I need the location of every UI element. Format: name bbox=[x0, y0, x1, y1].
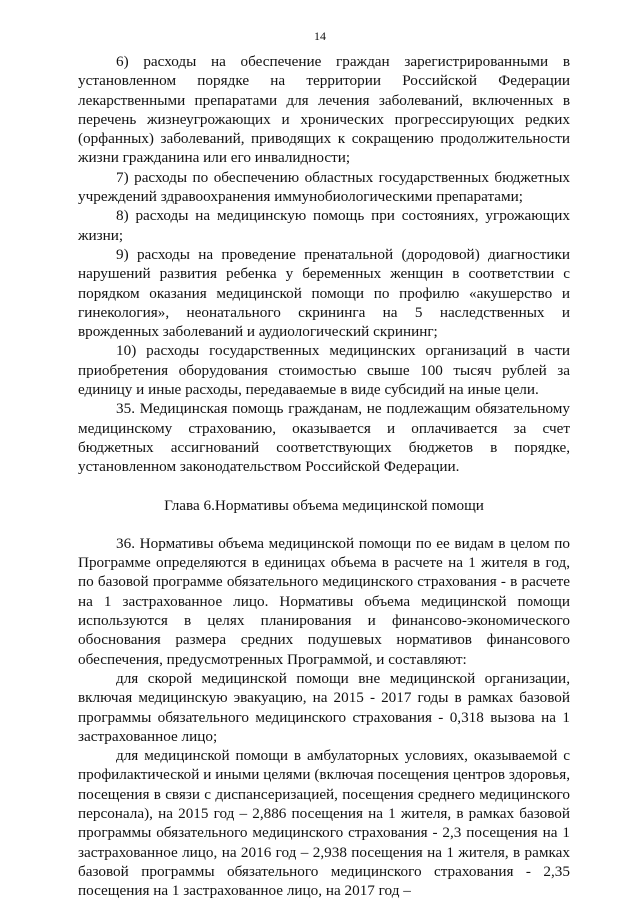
paragraph-outpatient-norm: для медицинской помощи в амбулаторных условиях, оказываемой с профилактической и иными целями (включая посещения центров здоровья, посещения в связи с диспансеризацией, посещения среднего медицинского персонала), на 2015 год – 2,886 посещения на 1 жителя, в рамках базовой программы обязательного медицинского страхования - 2,3 посещения на 1 застрахованное лицо, на 2016 год – 2,938 посещения на 1 жителя, в рамках базовой программы обязательного медицинского страхования - 2,35 посещения на 1 застрахованное лицо, на 2017 год – bbox=[78, 747, 570, 900]
paragraph-ambulance-norm: для скорой медицинской помощи вне медицинской организации, включая медицинскую эвакуацию, на 2015 - 2017 годы в рамках базовой программы обязательного медицинского страхования - 0,318 вызова на 1 застрахованное лицо; bbox=[78, 669, 570, 745]
paragraph-item-6: 6) расходы на обеспечение граждан зарегистрированными в установленном порядке на территории Российской Федерации лекарственными препаратами для лечения заболеваний, включенных в перечень жизнеугрожающих и хронических прогрессирующих редких (орфанных) заболеваний, приводящих к сокращению продолжительности жизни гражданина или его инвалидности; bbox=[78, 53, 570, 167]
paragraph-item-7: 7) расходы по обеспечению областных государственных бюджетных учреждений здравоохранения иммунобиологическими препаратами; bbox=[78, 168, 570, 206]
chapter-heading: Глава 6.Нормативы объема медицинской помощи bbox=[164, 496, 484, 514]
paragraph-item-9: 9) расходы на проведение пренатальной (дородовой) диагностики нарушений развития ребенка у беременных женщин в соответствии с порядком оказания медицинской помощи по профилю «акушерство и гинекология», неонатального скрининга на 5 наследственных и врожденных заболеваний и аудиологический скрининг; bbox=[78, 245, 570, 341]
page-number: 14 bbox=[314, 29, 326, 43]
paragraph-item-8: 8) расходы на медицинскую помощь при состояниях, угрожающих жизни; bbox=[78, 207, 570, 244]
paragraph-section-36: 36. Нормативы объема медицинской помощи по ее видам в целом по Программе определяются в единицах объема в расчете на 1 жителя в год, по базовой программе обязательного медицинского страхования - в расчете на 1 застрахованное лицо. Нормативы объема медицинской помощи используются в целях планирования и финансово-экономического обоснования размера средних подушевых нормативов финансового обеспечения, предусмотренных Программой, и составляют: bbox=[78, 534, 570, 668]
paragraph-item-10: 10) расходы государственных медицинских организаций в части приобретения оборудования стоимостью свыше 100 тысяч рублей за единицу и иные расходы, передаваемые в виде субсидий на иные цели. bbox=[78, 342, 570, 399]
paragraph-section-35: 35. Медицинская помощь гражданам, не подлежащим обязательному медицинскому страхованию, оказывается и оплачивается за счет бюджетных ассигнований соответствующих бюджетов в порядке, установленном законодательством Российской Федерации. bbox=[78, 400, 570, 476]
document-body bbox=[78, 52, 570, 900]
